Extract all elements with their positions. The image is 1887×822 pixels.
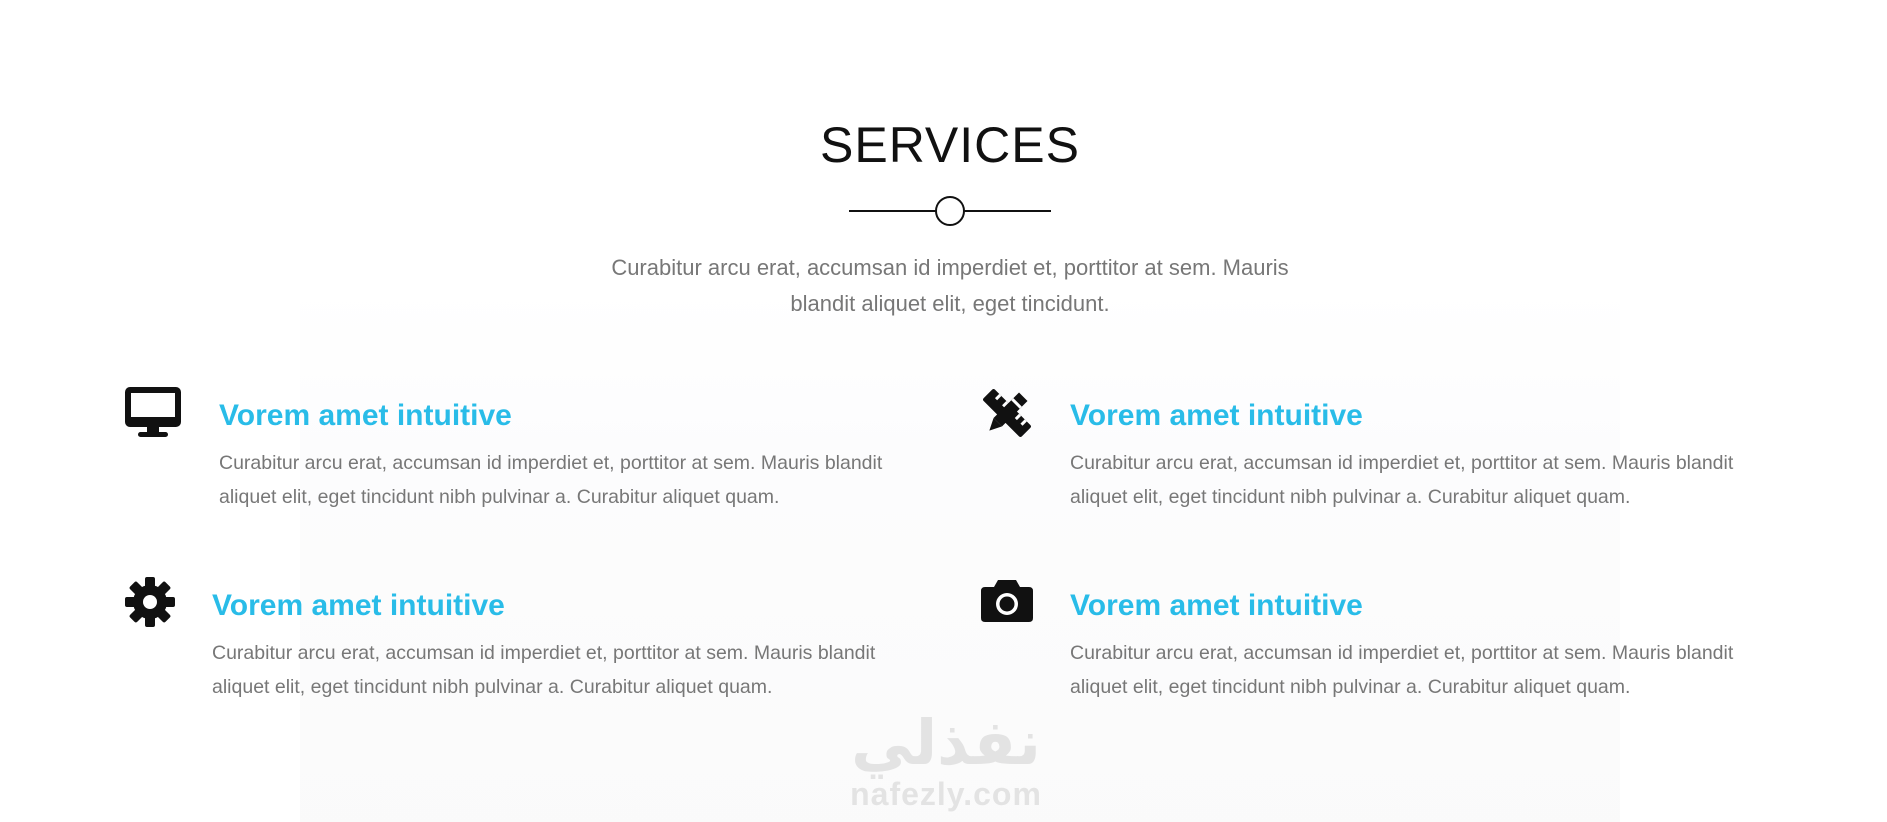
gear-icon — [124, 576, 184, 636]
watermark-latin: nafezly.com — [850, 776, 1042, 812]
divider-circle — [935, 196, 965, 226]
heading-divider — [849, 196, 1051, 226]
divider-line-left — [849, 210, 936, 212]
watermark-arabic: نفذلي — [851, 706, 1041, 779]
camera-icon — [980, 576, 1040, 636]
desktop-icon — [124, 386, 184, 446]
section-heading: SERVICES — [820, 117, 1080, 173]
service-description: Curabitur arcu erat, accumsan id imperdiet et, porttitor at sem. Mauris blandit aliquet elit, eget tincidunt nibh pulvinar a. Curabitur aliquet quam. — [219, 452, 883, 508]
section-intro: Curabitur arcu erat, accumsan id imperdiet et, porttitor at sem. Mauris blandit aliquet elit, eget tincidunt. — [611, 255, 1289, 316]
service-title: Vorem amet intuitive — [219, 399, 512, 432]
pencil-ruler-icon — [980, 386, 1040, 446]
service-title: Vorem amet intuitive — [1070, 399, 1363, 432]
service-description: Curabitur arcu erat, accumsan id imperdiet et, porttitor at sem. Mauris blandit aliquet elit, eget tincidunt nibh pulvinar a. Curabitur aliquet quam. — [212, 642, 876, 698]
watermark-logo — [836, 708, 1056, 810]
service-description: Curabitur arcu erat, accumsan id imperdiet et, porttitor at sem. Mauris blandit aliquet elit, eget tincidunt nibh pulvinar a. Curabitur aliquet quam. — [1070, 642, 1734, 698]
divider-line-right — [964, 210, 1051, 212]
service-description: Curabitur arcu erat, accumsan id imperdiet et, porttitor at sem. Mauris blandit aliquet elit, eget tincidunt nibh pulvinar a. Curabitur aliquet quam. — [1070, 452, 1734, 508]
service-title: Vorem amet intuitive — [212, 589, 505, 622]
service-title: Vorem amet intuitive — [1070, 589, 1363, 622]
